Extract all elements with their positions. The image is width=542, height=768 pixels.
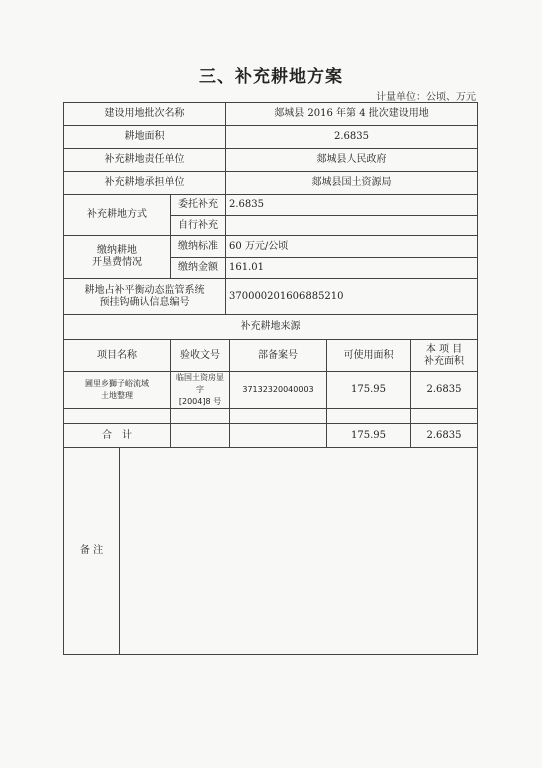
- total-usable: 175.95: [327, 424, 411, 448]
- total-supplement: 2.6835: [411, 424, 478, 448]
- undertake-label: 补充耕地承担单位: [64, 172, 226, 195]
- batch-label: 建设用地批次名称: [64, 103, 226, 126]
- empty-cell: [171, 409, 230, 424]
- row-system: [64, 279, 478, 315]
- record-no-cell: 37132320040003: [230, 372, 327, 409]
- row-entrust: [64, 195, 478, 216]
- entrust-value: 2.6835: [226, 195, 478, 216]
- fee-std-label: 缴纳标准: [171, 236, 226, 258]
- project-name-cell: [64, 372, 171, 409]
- self-label: 自行补充: [171, 216, 226, 236]
- fee-label-line1: 缴纳耕地: [97, 245, 137, 256]
- system-label: [64, 279, 226, 315]
- total-label: 合 计: [64, 424, 171, 448]
- col-acceptance-no: 验收文号: [171, 340, 230, 372]
- fee-label-line2: 开垦费情况: [92, 257, 142, 268]
- fee-amt-label: 缴纳金额: [171, 258, 226, 279]
- empty-cell: [230, 409, 327, 424]
- project-name-line1: 圃里乡獅子峪流域: [85, 379, 149, 388]
- method-label: 补充耕地方式: [64, 195, 171, 236]
- col-project-name: 项目名称: [64, 340, 171, 372]
- remarks-label: 备 注: [64, 448, 120, 655]
- land-supplement-table: [63, 102, 478, 655]
- acceptance-no-cell: [171, 372, 230, 409]
- row-responsible: [64, 149, 478, 172]
- empty-cell: [327, 409, 411, 424]
- fee-std-value: 60 万元/公顷: [226, 236, 478, 258]
- fee-amt-value: 161.01: [226, 258, 478, 279]
- col-supplement-line1: 本 项 目: [425, 343, 463, 355]
- responsible-label: 补充耕地责任单位: [64, 149, 226, 172]
- area-value: 2.6835: [226, 126, 478, 149]
- row-source-columns: [64, 340, 478, 372]
- remarks-row: [64, 448, 478, 655]
- project-name-line2: 土地整理: [101, 391, 133, 400]
- system-label-line1: 耕地占补平衡动态监管系统: [84, 284, 205, 296]
- supplement-area-cell: 2.6835: [411, 372, 478, 409]
- empty-cell: [64, 409, 171, 424]
- row-undertake: [64, 172, 478, 195]
- row-batch: [64, 103, 478, 126]
- row-fee-std: [64, 236, 478, 258]
- area-label: 耕地面积: [64, 126, 226, 149]
- usable-area-cell: 175.95: [327, 372, 411, 409]
- page-title: 三、补充耕地方案: [199, 67, 343, 87]
- unit-note: 计量单位：公顷、万元: [376, 92, 476, 103]
- col-record-no: 部备案号: [230, 340, 327, 372]
- remarks-value: [120, 448, 478, 655]
- row-area: [64, 126, 478, 149]
- col-usable-area: 可使用面积: [327, 340, 411, 372]
- acceptance-no-line1: 临国土资房显字: [176, 373, 224, 394]
- table-row: [64, 372, 478, 409]
- self-value: [226, 216, 478, 236]
- col-supplement-line2: 补充面积: [424, 355, 465, 367]
- batch-value: 郯城县 2016 年第 4 批次建设用地: [226, 103, 478, 126]
- row-source-header: [64, 315, 478, 340]
- col-supplement-area: [411, 340, 478, 372]
- empty-cell: [171, 424, 230, 448]
- total-row: [64, 424, 478, 448]
- source-header: 补充耕地来源: [64, 315, 478, 340]
- responsible-value: 郯城县人民政府: [226, 149, 478, 172]
- empty-cell: [230, 424, 327, 448]
- undertake-value: 郯城县国土资源局: [226, 172, 478, 195]
- table-row-empty: [64, 409, 478, 424]
- system-value: 370000201606885210: [226, 279, 478, 315]
- empty-cell: [411, 409, 478, 424]
- acceptance-no-line2: [2004]8 号: [178, 397, 222, 406]
- system-label-line2: 预挂钩确认信息编号: [99, 296, 190, 308]
- entrust-label: 委托补充: [171, 195, 226, 216]
- fee-label: [64, 236, 171, 279]
